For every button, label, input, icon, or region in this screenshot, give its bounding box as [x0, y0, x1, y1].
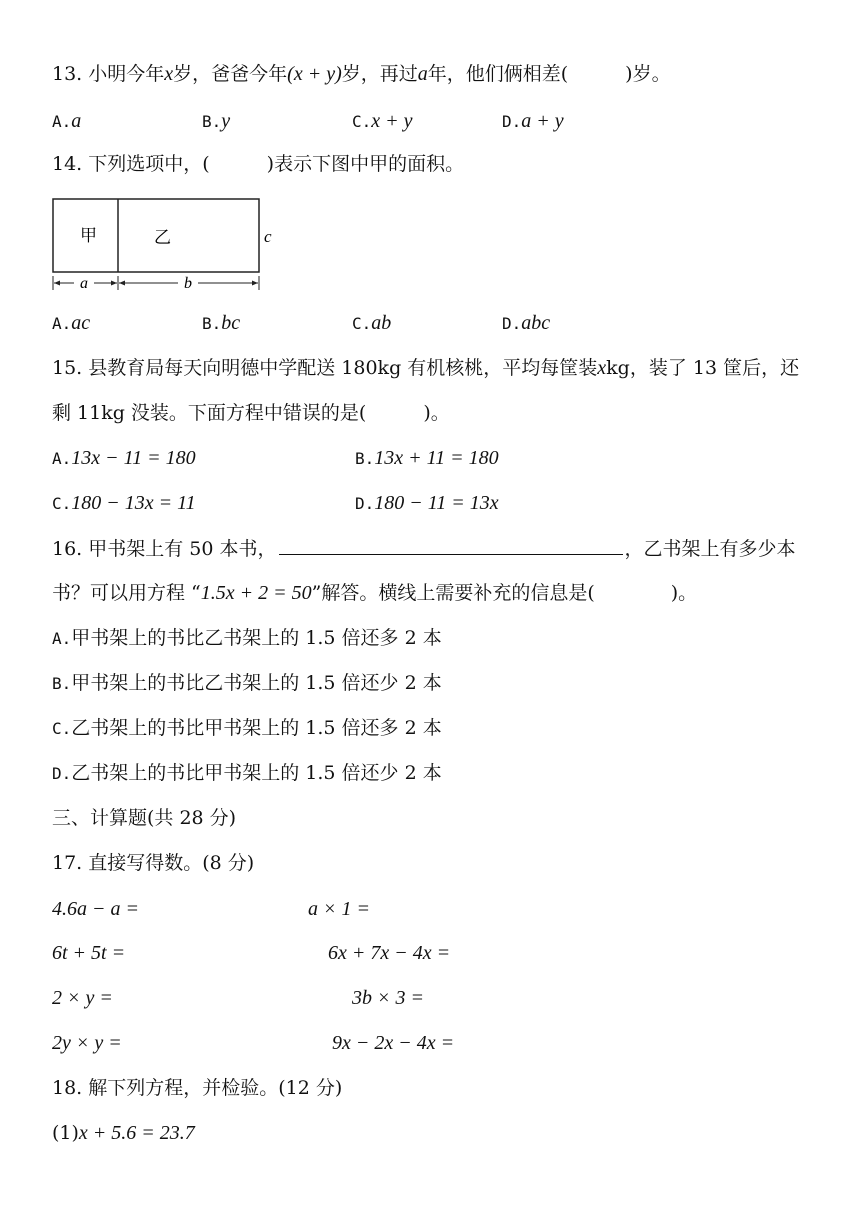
q17-item-8: 9x − 2x − 4x = [332, 1032, 455, 1054]
q13-text-c: 岁，再过 [341, 63, 418, 85]
q13-text-a: 13. 小明今年 [52, 63, 165, 85]
q17-item-3: 6t + 5t = [52, 942, 126, 964]
q16-option-d[interactable]: D.乙书架上的书比甲书架上的 1.5 倍还少 2 本 [52, 762, 442, 784]
q15-text-b: kg，装了 13 筐后，还 [606, 357, 800, 379]
q14-option-b[interactable]: B.bc [202, 312, 241, 334]
figure-label-yi: 乙 [154, 228, 171, 248]
q13-var-a: a [417, 63, 428, 85]
q18-item-1-label: (1) [52, 1122, 79, 1144]
dim-label-b: b [184, 275, 192, 292]
dim-a-arrow-right [111, 281, 117, 286]
dim-b-arrow-left [119, 281, 125, 286]
q17-heading: 17. 直接写得数。(8 分) [52, 852, 255, 874]
q15-option-d[interactable]: D.180 − 11 = 13x [355, 492, 499, 514]
q17-item-4: 6x + 7x − 4x = [328, 942, 451, 964]
q13-option-b[interactable]: B.y [202, 110, 231, 132]
q14-option-c[interactable]: C.ab [352, 312, 392, 334]
q13-option-c[interactable]: C.x + y [352, 110, 413, 132]
q16-stem-line1 [52, 536, 796, 561]
q14-figure [50, 196, 290, 296]
q13-option-a[interactable]: A.a [52, 110, 82, 132]
q15-stem-line1 [52, 356, 799, 380]
q13-option-d[interactable]: D.a + y [502, 110, 564, 132]
q17-item-5: 2 × y = [52, 987, 113, 1009]
q17-item-7: 2y × y = [52, 1032, 122, 1054]
figure-label-jia: 甲 [80, 226, 97, 246]
q16-fill-blank[interactable] [279, 536, 623, 555]
q15-option-b[interactable]: B.13x + 11 = 180 [355, 447, 499, 469]
figure-label-c: c [264, 227, 272, 246]
q17-item-2: a × 1 = [308, 898, 370, 920]
q16-stem-line2 [52, 581, 697, 605]
q17-item-6: 3b × 3 = [352, 987, 424, 1009]
dim-label-a: a [80, 275, 88, 292]
q13-var-x: x [164, 63, 174, 85]
q15-option-c[interactable]: C.180 − 13x = 11 [52, 492, 196, 514]
q16-text-c: 书？可以用方程 “ [52, 582, 201, 604]
q15-text-a: 15. 县教育局每天向明德中学配送 180kg 有机核桃，平均每筐装 [52, 357, 598, 379]
q13-stem [52, 62, 671, 86]
q14-option-d[interactable]: D.abc [502, 312, 551, 334]
q16-option-a[interactable]: A.甲书架上的书比乙书架上的 1.5 倍还多 2 本 [52, 627, 442, 649]
q15-var-x: x [597, 357, 607, 379]
dim-b-arrow-right [252, 281, 258, 286]
q16-equation: 1.5x + 2 = 50 [200, 582, 312, 604]
q14-option-a[interactable]: A.ac [52, 312, 91, 334]
q16-text-d: ”解答。横线上需要补充的信息是( )。 [311, 582, 698, 604]
q18-item-1 [52, 1121, 195, 1145]
q15-option-a[interactable]: A.13x − 11 = 180 [52, 447, 196, 469]
dim-a-arrow-left [54, 281, 60, 286]
q15-stem-line2: 剩 11kg 没装。下面方程中错误的是( )。 [52, 402, 450, 424]
q13-var-xy: (x + y) [287, 63, 342, 85]
q13-text-b: 岁，爸爸今年 [173, 63, 288, 85]
q18-item-1-equation: x + 5.6 = 23.7 [78, 1122, 195, 1144]
q13-text-d: 年，他们俩相差( )岁。 [427, 63, 671, 85]
q16-option-c[interactable]: C.乙书架上的书比甲书架上的 1.5 倍还多 2 本 [52, 717, 442, 739]
q18-heading: 18. 解下列方程，并检验。(12 分) [52, 1077, 343, 1099]
q14-stem: 14. 下列选项中，( )表示下图中甲的面积。 [52, 153, 465, 175]
q16-text-b: ，乙书架上有多少本 [624, 538, 796, 560]
q16-text-a: 16. 甲书架上有 50 本书， [52, 538, 277, 560]
q17-item-1: 4.6a − a = [52, 898, 139, 920]
section3-heading: 三、计算题(共 28 分) [52, 807, 237, 829]
q16-option-b[interactable]: B.甲书架上的书比乙书架上的 1.5 倍还少 2 本 [52, 672, 442, 694]
